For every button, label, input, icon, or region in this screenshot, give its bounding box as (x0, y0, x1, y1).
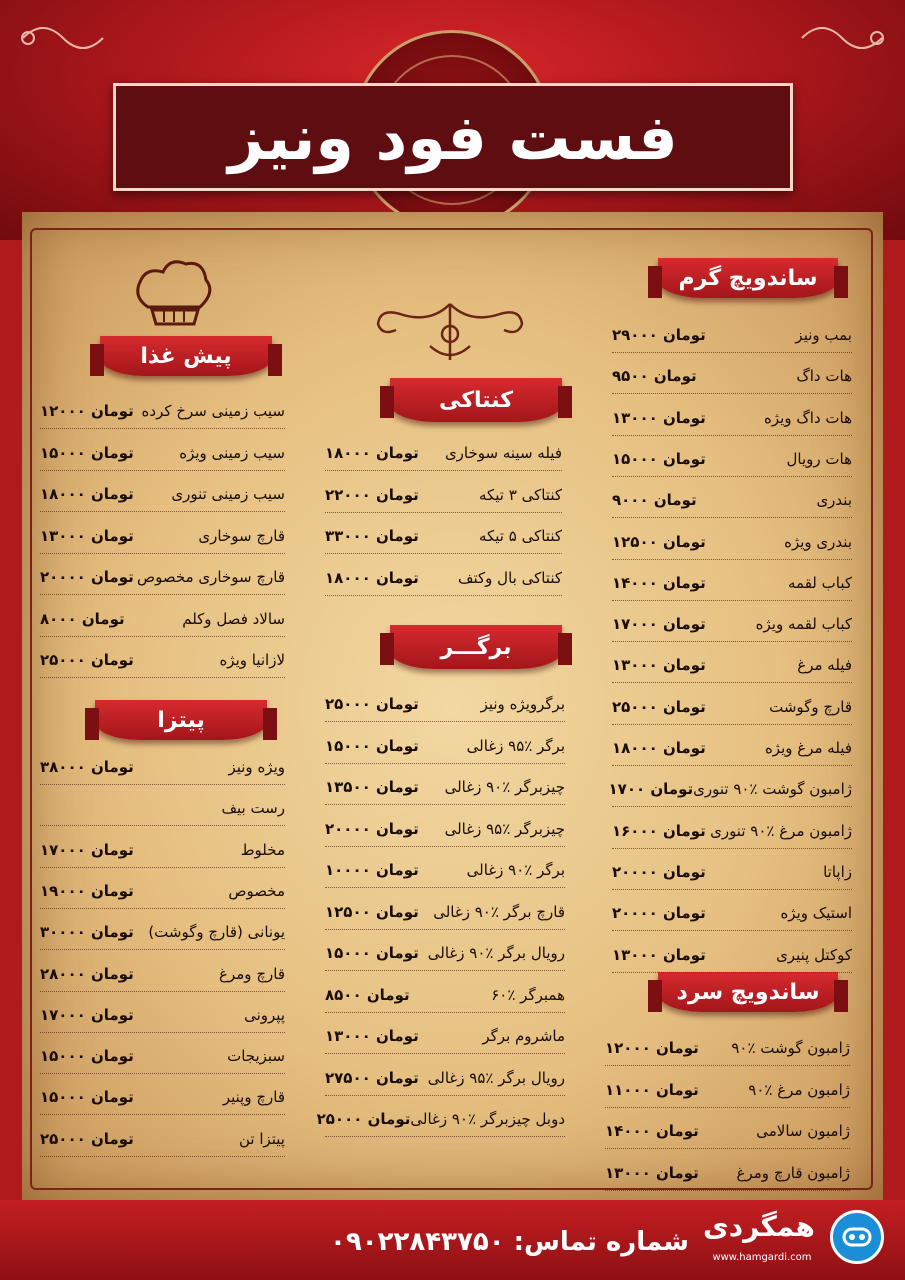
menu-item (40, 438, 285, 468)
menu-item-price: ۲۵۰۰۰ تومان (316, 1110, 411, 1128)
menu-item-name: پیتزا تن (238, 1129, 285, 1148)
menu-item-name: ژامبون سالامی (756, 1122, 850, 1140)
menu-item-name: فیله مرغ ویژه (764, 739, 852, 757)
menu-item (316, 1104, 565, 1134)
menu-item (612, 733, 852, 763)
menu-item-name: چیزبرگر ٪۹۰ زغالی (444, 778, 565, 796)
menu-item-name: برگر ٪۹۵ زغالی (466, 736, 565, 755)
menu-item-price: ۱۶۰۰۰ تومان (612, 821, 706, 840)
corner-ornament-left-icon (18, 18, 118, 58)
menu-item (612, 898, 852, 928)
menu-item-divider (325, 595, 562, 596)
menu-item-price: ۱۵۰۰۰ تومان (612, 449, 706, 468)
flourish-ornament-icon (370, 294, 530, 366)
menu-item-name: ماشروم برگر (482, 1027, 565, 1045)
menu-item-name: لازانیا ویژه (219, 651, 285, 669)
menu-item-name: ژامبون گوشت ٪۹۰ تنوری (693, 780, 852, 799)
menu-item-price: ۲۰۰۰۰ تومان (40, 568, 134, 586)
menu-item-divider (605, 1148, 850, 1149)
menu-item-name: رویال برگر ٪۹۵ زغالی (427, 1068, 565, 1087)
menu-item-divider (325, 763, 565, 764)
menu-item-name: مخصوص (228, 881, 285, 900)
menu-item-divider (40, 825, 285, 826)
menu-item-price: ۱۷۰۰ تومان (608, 780, 694, 799)
menu-item-divider (612, 517, 852, 518)
section-cold-sandwich-heading: ساندویچ سرد (658, 972, 838, 1012)
menu-item-name: بمب ونیز (795, 326, 852, 344)
menu-item-price: ۳۰۰۰۰ تومان (40, 923, 134, 942)
menu-item-price: ۲۰۰۰۰ تومان (325, 819, 419, 838)
menu-item-divider (40, 949, 285, 950)
menu-item-divider (40, 428, 285, 429)
menu-item-name: همبرگر ٪۶۰ (491, 985, 565, 1004)
menu-item-name: کوکتل پنیری (776, 945, 852, 964)
menu-item-name: ژامبون مرغ ٪۹۰ (748, 1080, 850, 1099)
menu-item (40, 604, 285, 634)
menu-item-name: بندری (816, 491, 852, 510)
menu-item-divider (325, 470, 562, 471)
menu-item-name: سبزیجات (227, 1047, 285, 1066)
menu-item-price: ۲۰۰۰۰ تومان (612, 904, 706, 923)
menu-item-name: سیب زمینی ویژه (179, 443, 285, 462)
menu-item (40, 479, 285, 509)
menu-item-divider (612, 806, 852, 807)
menu-item-divider (612, 641, 852, 642)
menu-item-price: ۲۲۰۰۰ تومان (325, 485, 419, 504)
menu-item-divider (40, 867, 285, 868)
menu-item-name: فیله مرغ (797, 656, 852, 675)
menu-item (608, 774, 852, 804)
menu-item-name: بندری ویژه (784, 532, 852, 551)
menu-item (325, 1021, 565, 1051)
menu-item-name: هات داگ ویژه (764, 408, 852, 427)
menu-item-price: ۲۸۰۰۰ تومان (40, 964, 134, 983)
menu-item-divider (40, 991, 285, 992)
menu-item-name: یونانی (قارچ وگوشت) (148, 923, 285, 942)
menu-item-divider (612, 848, 852, 849)
menu-item (612, 692, 852, 722)
menu-item-price: ۲۵۰۰۰ تومان (40, 1129, 134, 1148)
menu-item-name: ویژه ونیز (228, 758, 285, 776)
menu-item (40, 1082, 285, 1112)
page-title: فست فود ونیز (228, 100, 678, 174)
menu-item-price: ۱۳۰۰۰ تومان (40, 526, 134, 545)
menu-item-price: ۲۰۰۰۰ تومان (612, 862, 706, 881)
menu-item-name: قارچ وگوشت (769, 697, 852, 716)
menu-item-name: هات داگ (796, 367, 852, 386)
menu-item-name: قارچ وپنیر (222, 1088, 285, 1107)
menu-item-divider (40, 1114, 285, 1115)
menu-item (325, 480, 562, 510)
menu-item-price: ۸۵۰۰ تومان (325, 985, 410, 1004)
menu-item-price: ۳۳۰۰۰ تومان (325, 527, 419, 545)
menu-item-divider (40, 511, 285, 512)
menu-item-price: ۸۰۰۰ تومان (40, 609, 125, 628)
menu-item-divider (612, 724, 852, 725)
menu-item (40, 1124, 285, 1154)
menu-item-divider (325, 804, 565, 805)
menu-item (40, 959, 285, 989)
menu-item-divider (612, 559, 852, 560)
menu-item-price: ۱۱۰۰۰ تومان (605, 1080, 699, 1099)
menu-item-divider (40, 1156, 285, 1157)
menu-item-price: ۱۴۰۰۰ تومان (612, 573, 706, 592)
menu-item (612, 485, 852, 515)
menu-item (612, 857, 852, 887)
menu-item (40, 396, 285, 426)
menu-item-name: رویال برگر ٪۹۰ زغالی (427, 944, 565, 962)
menu-item-name: قارچ ومرغ (219, 964, 285, 983)
menu-item (40, 835, 285, 865)
menu-item (40, 562, 285, 592)
menu-item-price: ۱۴۰۰۰ تومان (605, 1122, 699, 1140)
menu-item-price: ۱۸۰۰۰ تومان (325, 444, 419, 462)
menu-item-price: ۱۳۰۰۰ تومان (605, 1163, 699, 1182)
menu-item-name: برگر ٪۹۰ زغالی (466, 861, 565, 879)
menu-item-divider (325, 887, 565, 888)
menu-item-name: زاپاتا (823, 862, 852, 881)
menu-item-price: ۲۹۰۰۰ تومان (612, 326, 706, 344)
menu-item-name: فیله سینه سوخاری (444, 444, 562, 462)
menu-item-divider (612, 889, 852, 890)
menu-item (612, 444, 852, 474)
menu-item-price: ۱۰۰۰۰ تومان (325, 861, 419, 879)
logo-url: www.hamgardi.com (712, 1252, 812, 1263)
menu-item-price: ۹۵۰۰ تومان (612, 367, 697, 386)
menu-item-divider (612, 476, 852, 477)
menu-item (612, 609, 852, 639)
menu-item (325, 938, 565, 968)
menu-item-price: ۱۵۰۰۰ تومان (40, 443, 134, 462)
menu-item (325, 814, 565, 844)
menu-item-name: پپرونی (244, 1005, 285, 1024)
menu-item (40, 793, 285, 823)
menu-item (40, 917, 285, 947)
menu-item-divider (325, 1012, 565, 1013)
menu-item-price: ۱۵۰۰۰ تومان (40, 1088, 134, 1107)
menu-item-name: ژامبون مرغ ٪۹۰ تنوری (710, 821, 852, 840)
menu-item-price: ۱۸۰۰۰ تومان (612, 739, 706, 757)
menu-item-price: ۲۵۰۰۰ تومان (40, 651, 134, 669)
menu-item-divider (325, 1053, 565, 1054)
menu-item-price: ۱۷۰۰۰ تومان (40, 840, 134, 859)
menu-item (605, 1075, 850, 1105)
menu-item (325, 521, 562, 551)
menu-item-price: ۹۰۰۰ تومان (612, 491, 697, 510)
menu-item (605, 1033, 850, 1063)
menu-item-divider (40, 908, 285, 909)
menu-item-divider (40, 470, 285, 471)
menu-item-divider (612, 435, 852, 436)
menu-item-name: سیب زمینی سرخ کرده (141, 402, 285, 420)
menu-item-name: ژامبون قارچ ومرغ (736, 1163, 850, 1182)
menu-item-divider (325, 970, 565, 971)
menu-item (40, 645, 285, 675)
menu-item-divider (40, 553, 285, 554)
menu-item (612, 568, 852, 598)
menu-item-name: قارچ سوخاری (198, 526, 285, 545)
menu-item-divider (605, 1065, 850, 1066)
menu-item-name: برگرویژه ونیز (480, 695, 565, 713)
menu-item-divider (605, 1107, 850, 1108)
menu-item-divider (40, 677, 285, 678)
menu-item-divider (612, 393, 852, 394)
menu-item (612, 650, 852, 680)
menu-item-price: ۱۲۰۰۰ تومان (605, 1039, 699, 1057)
menu-item-price: ۱۲۰۰۰ تومان (40, 402, 134, 420)
menu-item-price: ۱۵۰۰۰ تومان (40, 1047, 134, 1066)
menu-item (612, 816, 852, 846)
menu-item-divider (40, 784, 285, 785)
menu-item-price: ۱۷۰۰۰ تومان (612, 615, 706, 634)
menu-item-divider (612, 600, 852, 601)
menu-item-price: ۱۲۵۰۰ تومان (612, 532, 706, 551)
menu-item-divider (40, 594, 285, 595)
menu-item (40, 1000, 285, 1030)
menu-item-name: قارچ برگر ٪۹۰ زغالی (433, 902, 565, 921)
menu-item-name: هات رویال (786, 449, 852, 468)
menu-item (325, 438, 562, 468)
section-hot-sandwich-heading: ساندویچ گرم (658, 258, 838, 298)
menu-item-price: ۱۳۵۰۰ تومان (325, 778, 419, 796)
menu-item-name: مخلوط (240, 840, 285, 859)
menu-item-price: ۱۹۰۰۰ تومان (40, 881, 134, 900)
menu-item-name: ژامبون گوشت ٪۹۰ (731, 1039, 850, 1057)
menu-item-divider (40, 1032, 285, 1033)
menu-item-price: ۱۸۰۰۰ تومان (325, 568, 419, 587)
menu-item-name: چیزبرگر ٪۹۵ زغالی (444, 819, 565, 838)
chef-hat-icon (128, 252, 218, 332)
menu-item (325, 980, 565, 1010)
section-burger-heading: برگـــر (390, 625, 562, 669)
menu-item-divider (612, 765, 852, 766)
menu-item-price: ۱۳۰۰۰ تومان (612, 945, 706, 964)
site-logo (690, 1208, 890, 1272)
title-banner (113, 83, 793, 191)
menu-item-price: ۱۳۰۰۰ تومان (612, 408, 706, 427)
menu-item-divider (40, 636, 285, 637)
menu-item-price: ۱۵۰۰۰ تومان (325, 736, 419, 755)
menu-item-price: ۳۸۰۰۰ تومان (40, 758, 134, 776)
menu-item-name: سیب زمینی تنوری (171, 485, 285, 503)
menu-item (612, 940, 852, 970)
menu-item-divider (612, 972, 852, 973)
menu-item-divider (605, 1190, 850, 1191)
menu-item-name: کباب لقمه ویژه (755, 615, 852, 634)
menu-item-divider (612, 682, 852, 683)
menu-item-price: ۱۳۰۰۰ تومان (612, 656, 706, 675)
menu-item (325, 731, 565, 761)
section-pizza-heading: پیتزا (95, 700, 267, 740)
section-kentucky-heading: کنتاکی (390, 378, 562, 422)
menu-item (612, 361, 852, 391)
menu-item (40, 876, 285, 906)
menu-item-name: قارچ سوخاری مخصوص (137, 568, 285, 586)
menu-item-name: سالاد فصل وکلم (182, 609, 285, 628)
menu-item-divider (325, 1095, 565, 1096)
menu-item-divider (325, 846, 565, 847)
corner-ornament-right-icon (787, 18, 887, 58)
menu-item (325, 772, 565, 802)
menu-item (605, 1158, 850, 1188)
menu-item-divider (325, 553, 562, 554)
menu-item (325, 855, 565, 885)
phone-number: شماره تماس: ۰۹۰۲۲۸۴۳۷۵۰ (330, 1227, 689, 1257)
menu-item-price: ۱۵۰۰۰ تومان (325, 944, 419, 962)
menu-item-divider (325, 1136, 565, 1137)
menu-item-name: دوبل چیزبرگر ٪۹۰ زغالی (410, 1110, 565, 1128)
menu-item-price: ۱۷۰۰۰ تومان (40, 1005, 134, 1024)
menu-item (40, 752, 285, 782)
menu-item (325, 897, 565, 927)
menu-item-name: کنتاکی ۵ تیکه (478, 527, 562, 545)
menu-item (325, 1063, 565, 1093)
menu-item-price: ۱۳۰۰۰ تومان (325, 1027, 419, 1045)
logo-text: همگردی (703, 1210, 815, 1243)
section-appetizer-heading: پیش غذا (100, 336, 272, 376)
menu-item-name: استیک ویژه (780, 904, 852, 923)
menu-item (325, 689, 565, 719)
menu-item-divider (325, 512, 562, 513)
menu-item-name: کباب لقمه (788, 573, 852, 592)
menu-item (612, 403, 852, 433)
menu-item-divider (612, 930, 852, 931)
menu-item (325, 563, 562, 593)
menu-item-name: کنتاکی بال وکتف (457, 568, 562, 587)
menu-item-divider (40, 1073, 285, 1074)
menu-item-name: رست بیف (221, 799, 285, 818)
menu-item-divider (612, 352, 852, 353)
menu-item (605, 1116, 850, 1146)
menu-item-name: کنتاکی ۳ تیکه (478, 485, 562, 504)
menu-item (612, 320, 852, 350)
menu-item-price: ۲۵۰۰۰ تومان (325, 695, 419, 713)
menu-item (40, 521, 285, 551)
menu-item-price: ۲۵۰۰۰ تومان (612, 697, 706, 716)
menu-item (612, 527, 852, 557)
logo-badge-icon (830, 1210, 884, 1264)
menu-item-price: ۲۷۵۰۰ تومان (325, 1068, 419, 1087)
menu-item-divider (325, 929, 565, 930)
menu-item-price: ۱۸۰۰۰ تومان (40, 485, 134, 503)
menu-item-divider (325, 721, 565, 722)
menu-item (40, 1041, 285, 1071)
menu-item-price: ۱۲۵۰۰ تومان (325, 902, 419, 921)
